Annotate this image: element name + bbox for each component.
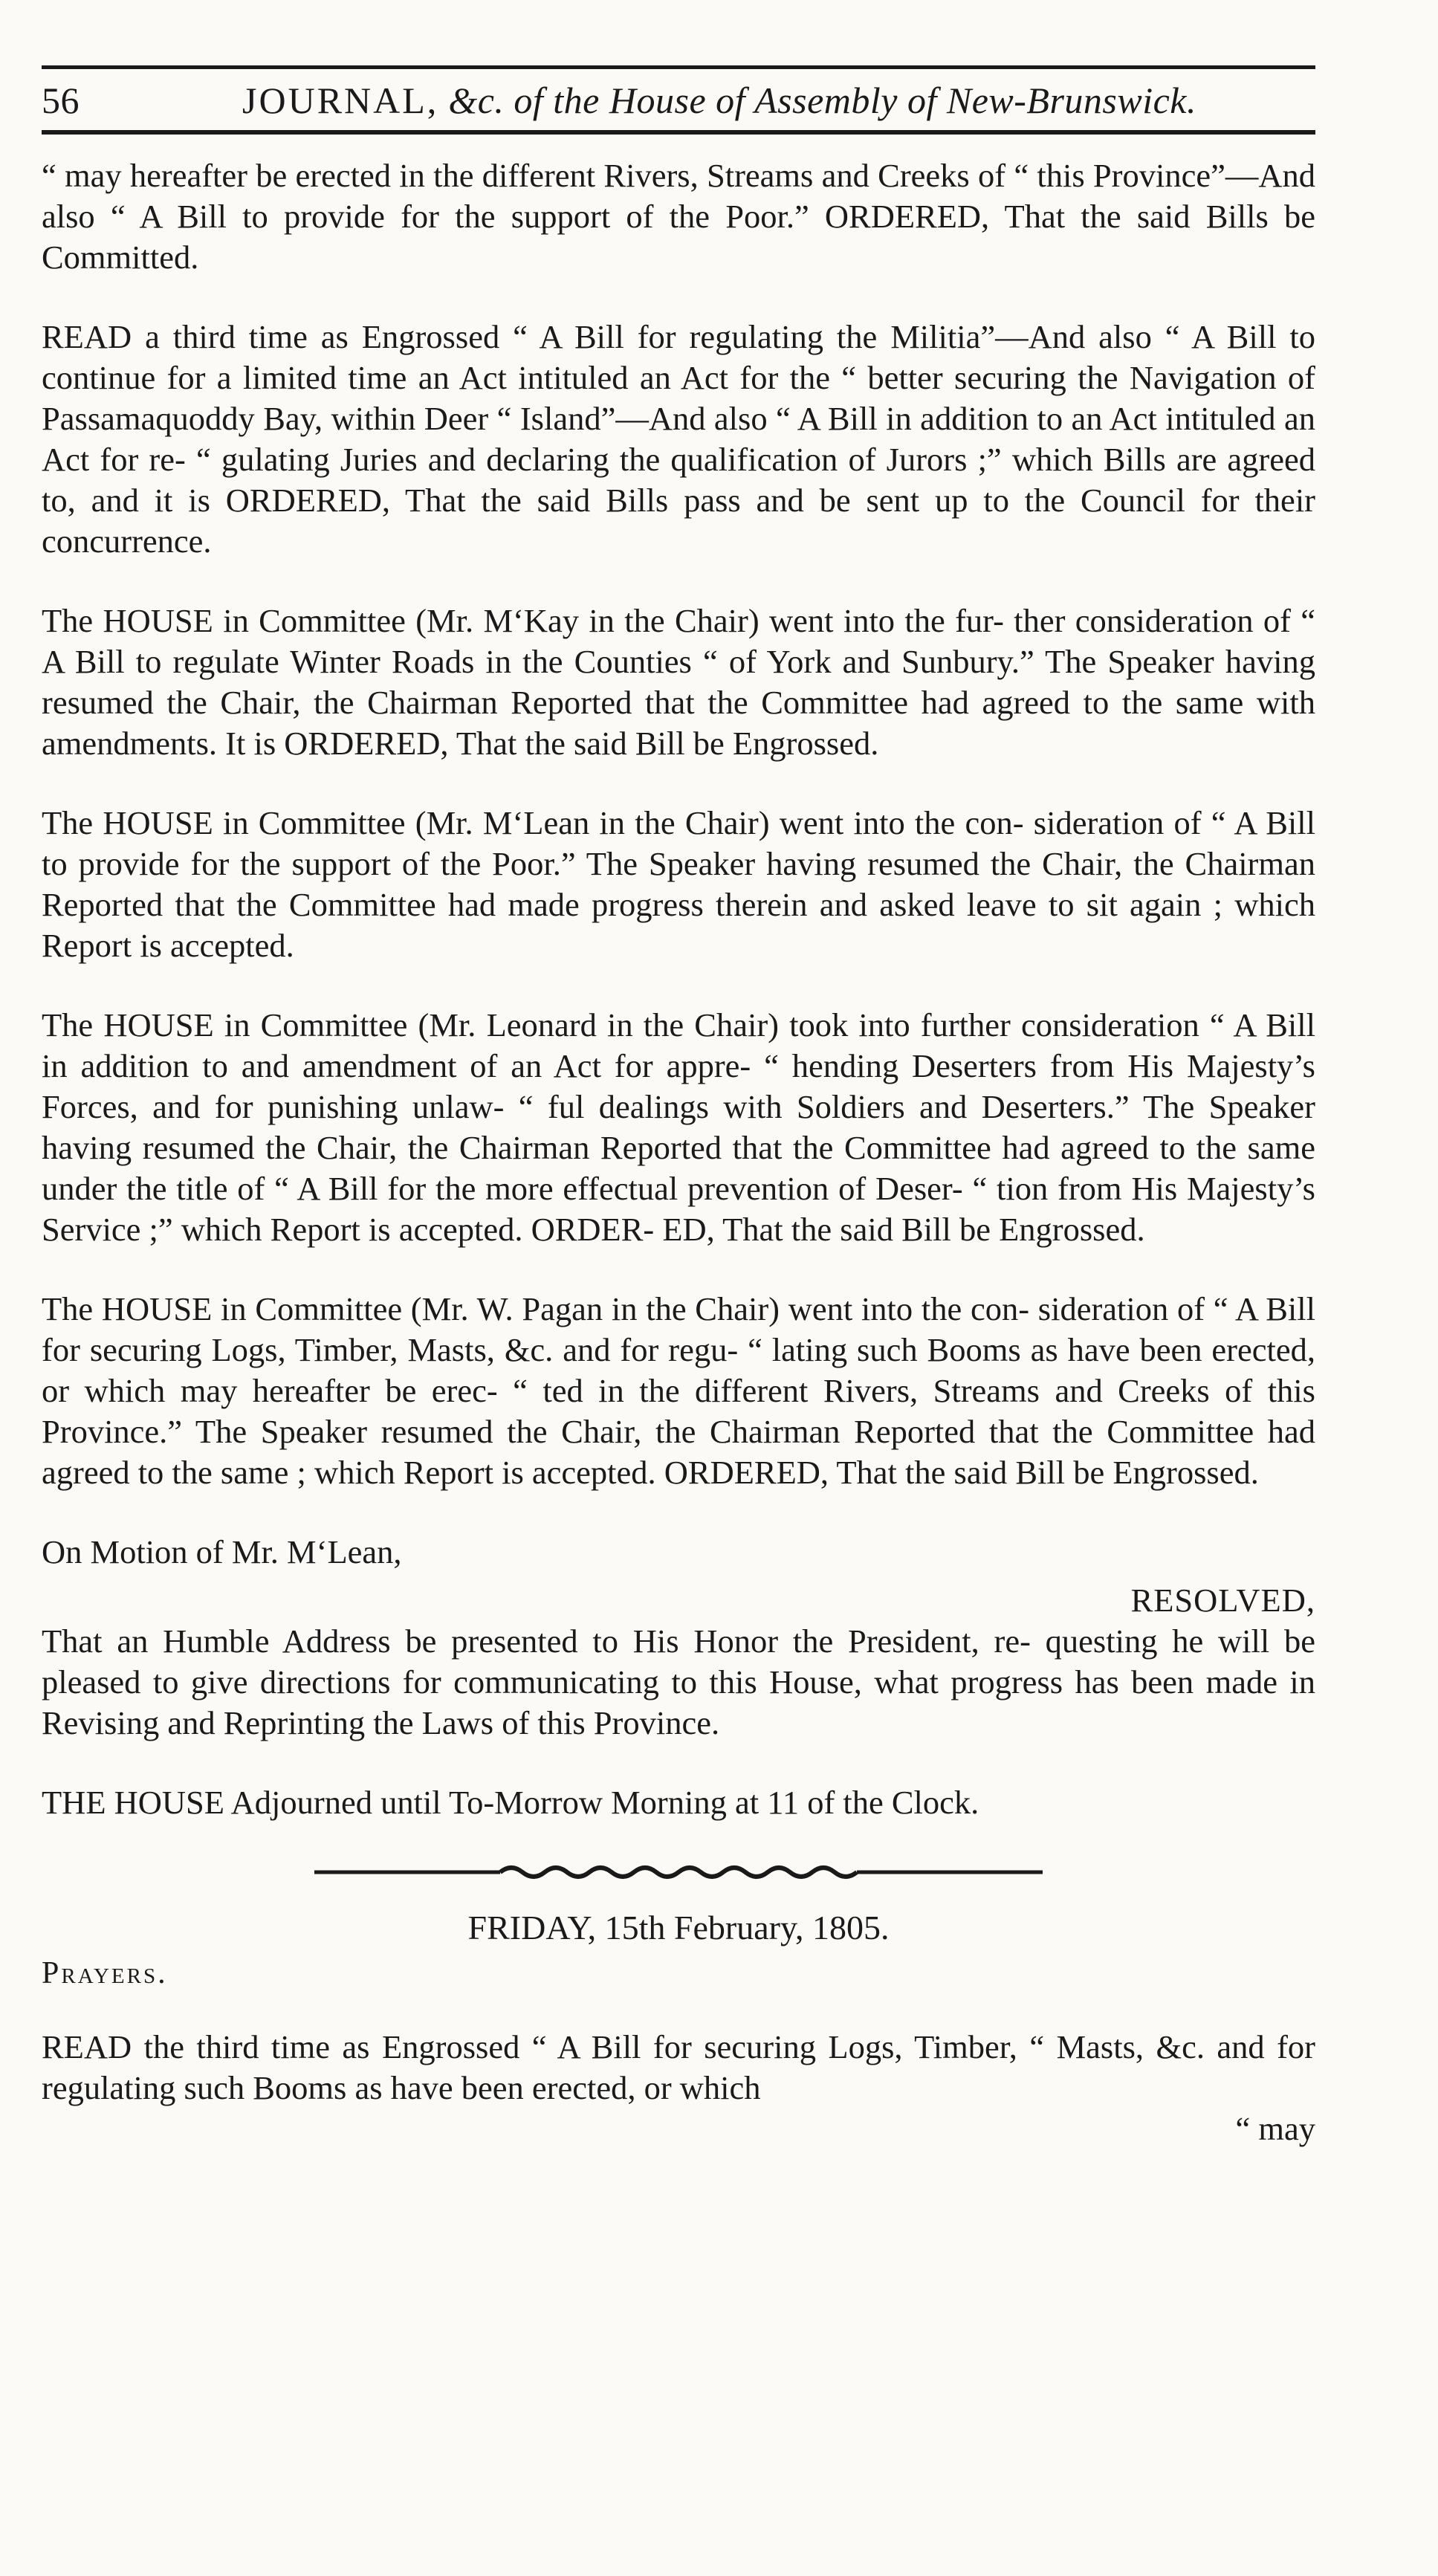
running-title-journal: JOURNAL, (242, 80, 439, 121)
page-number: 56 (42, 80, 80, 121)
resolved-heading: RESOLVED, (1130, 1582, 1315, 1619)
paragraph-continuation: “ may hereafter be erected in the different Rivers, Streams and Creeks of “ this Province”—And also “ A Bill to provide for the support of the Poor.” ORDERED, That the said Bills be Committed. (42, 157, 1315, 276)
paragraph-winter-roads: The HOUSE in Committee (Mr. M‘Kay in the Chair) went into the fur- ther consideration of “ A Bill to regulate Winter Roads in the Counties “ of York and Sunbury.” The Speaker having resumed the Chair, the Chairman Reported that the Committee had agreed to the same with amendments. It is ORDERED, That the said Bill be Engrossed. (42, 602, 1315, 762)
catchword: “ may (1235, 2110, 1315, 2147)
paragraph-deserters: The HOUSE in Committee (Mr. Leonard in the Chair) took into further consideration “ A Bill in addition to and amendment of an Act for appre- “ hending Deserters from His Majesty’s Forces, and for punishing unlaw- “ ful dealings with Soldiers and Deserters.” The Speaker having resumed the Chair, the Chairman Reported that the Committee had agreed to the same under the title of “ A Bill for the more effectual prevention of Deser- “ tion from His Majesty’s Service ;” which Report is accepted. ORDER- ED, That the said Bill be Engrossed. (42, 1006, 1315, 1248)
running-title (123, 77, 1315, 124)
header-rule-top (42, 65, 1315, 69)
day-heading: FRIDAY, 15th February, 1805. (467, 1909, 890, 1946)
paragraph-support-of-poor: The HOUSE in Committee (Mr. M‘Lean in the Chair) went into the con- sideration of “ A Bill to provide for the support of the Poor.” The Speaker having resumed the Chair, the Chairman Reported that the Committee had made progress therein and asked leave to sit again ; which Report is accepted. (42, 804, 1315, 964)
running-head (42, 77, 1315, 124)
paragraph-third-reading: READ a third time as Engrossed “ A Bill for regulating the Militia”—And also “ A Bill to continue for a limited time an Act intituled an Act for the “ better securing the Navigation of Passamaquoddy Bay, within Deer “ Island”—And also “ A Bill in addition to an Act intituled an Act for re- “ gulating Juries and declaring the qualification of Jurors ;” which Bills are agreed to, and it is ORDERED, That the said Bills pass and be sent up to the Council for their concurrence. (42, 318, 1315, 560)
paragraph-logs-timber: The HOUSE in Committee (Mr. W. Pagan in the Chair) went into the con- sideration of “ A Bill for securing Logs, Timber, Masts, &c. and for regu- “ lating such Booms as have been erected, or which may hereafter be erec- “ ted in the different Rivers, Streams and Creeks of this Province.” The Speaker resumed the Chair, the Chairman Reported that the Committee had agreed to the same ; which Report is accepted. ORDERED, That the said Bill be Engrossed. (42, 1290, 1315, 1491)
adjournment-line: THE HOUSE Adjourned until To-Morrow Morning at 11 of the Clock. (42, 1784, 979, 1821)
journal-page (42, 65, 1315, 2149)
running-title-rest: &c. of the House of Assembly of New-Brunswick. (448, 80, 1196, 121)
paragraph-friday-reading: READ the third time as Engrossed “ A Bill for securing Logs, Timber, “ Masts, &c. and for regulating such Booms as have been erected, or which (42, 2028, 1315, 2106)
motion-line: On Motion of Mr. M‘Lean, (42, 1533, 402, 1570)
journal-text (42, 155, 1315, 1823)
paragraph-humble-address: That an Humble Address be presented to His Honor the President, re- questing he will be pleased to give directions for communicating to this House, what progress has been made in Revising and Reprinting the Laws of this Province. (42, 1622, 1315, 1741)
journal-text-friday (42, 2027, 1315, 2109)
header-rule-bottom (42, 130, 1315, 135)
prayers-heading: Prayers. (42, 1956, 168, 1990)
section-ornament (314, 1862, 1043, 1883)
